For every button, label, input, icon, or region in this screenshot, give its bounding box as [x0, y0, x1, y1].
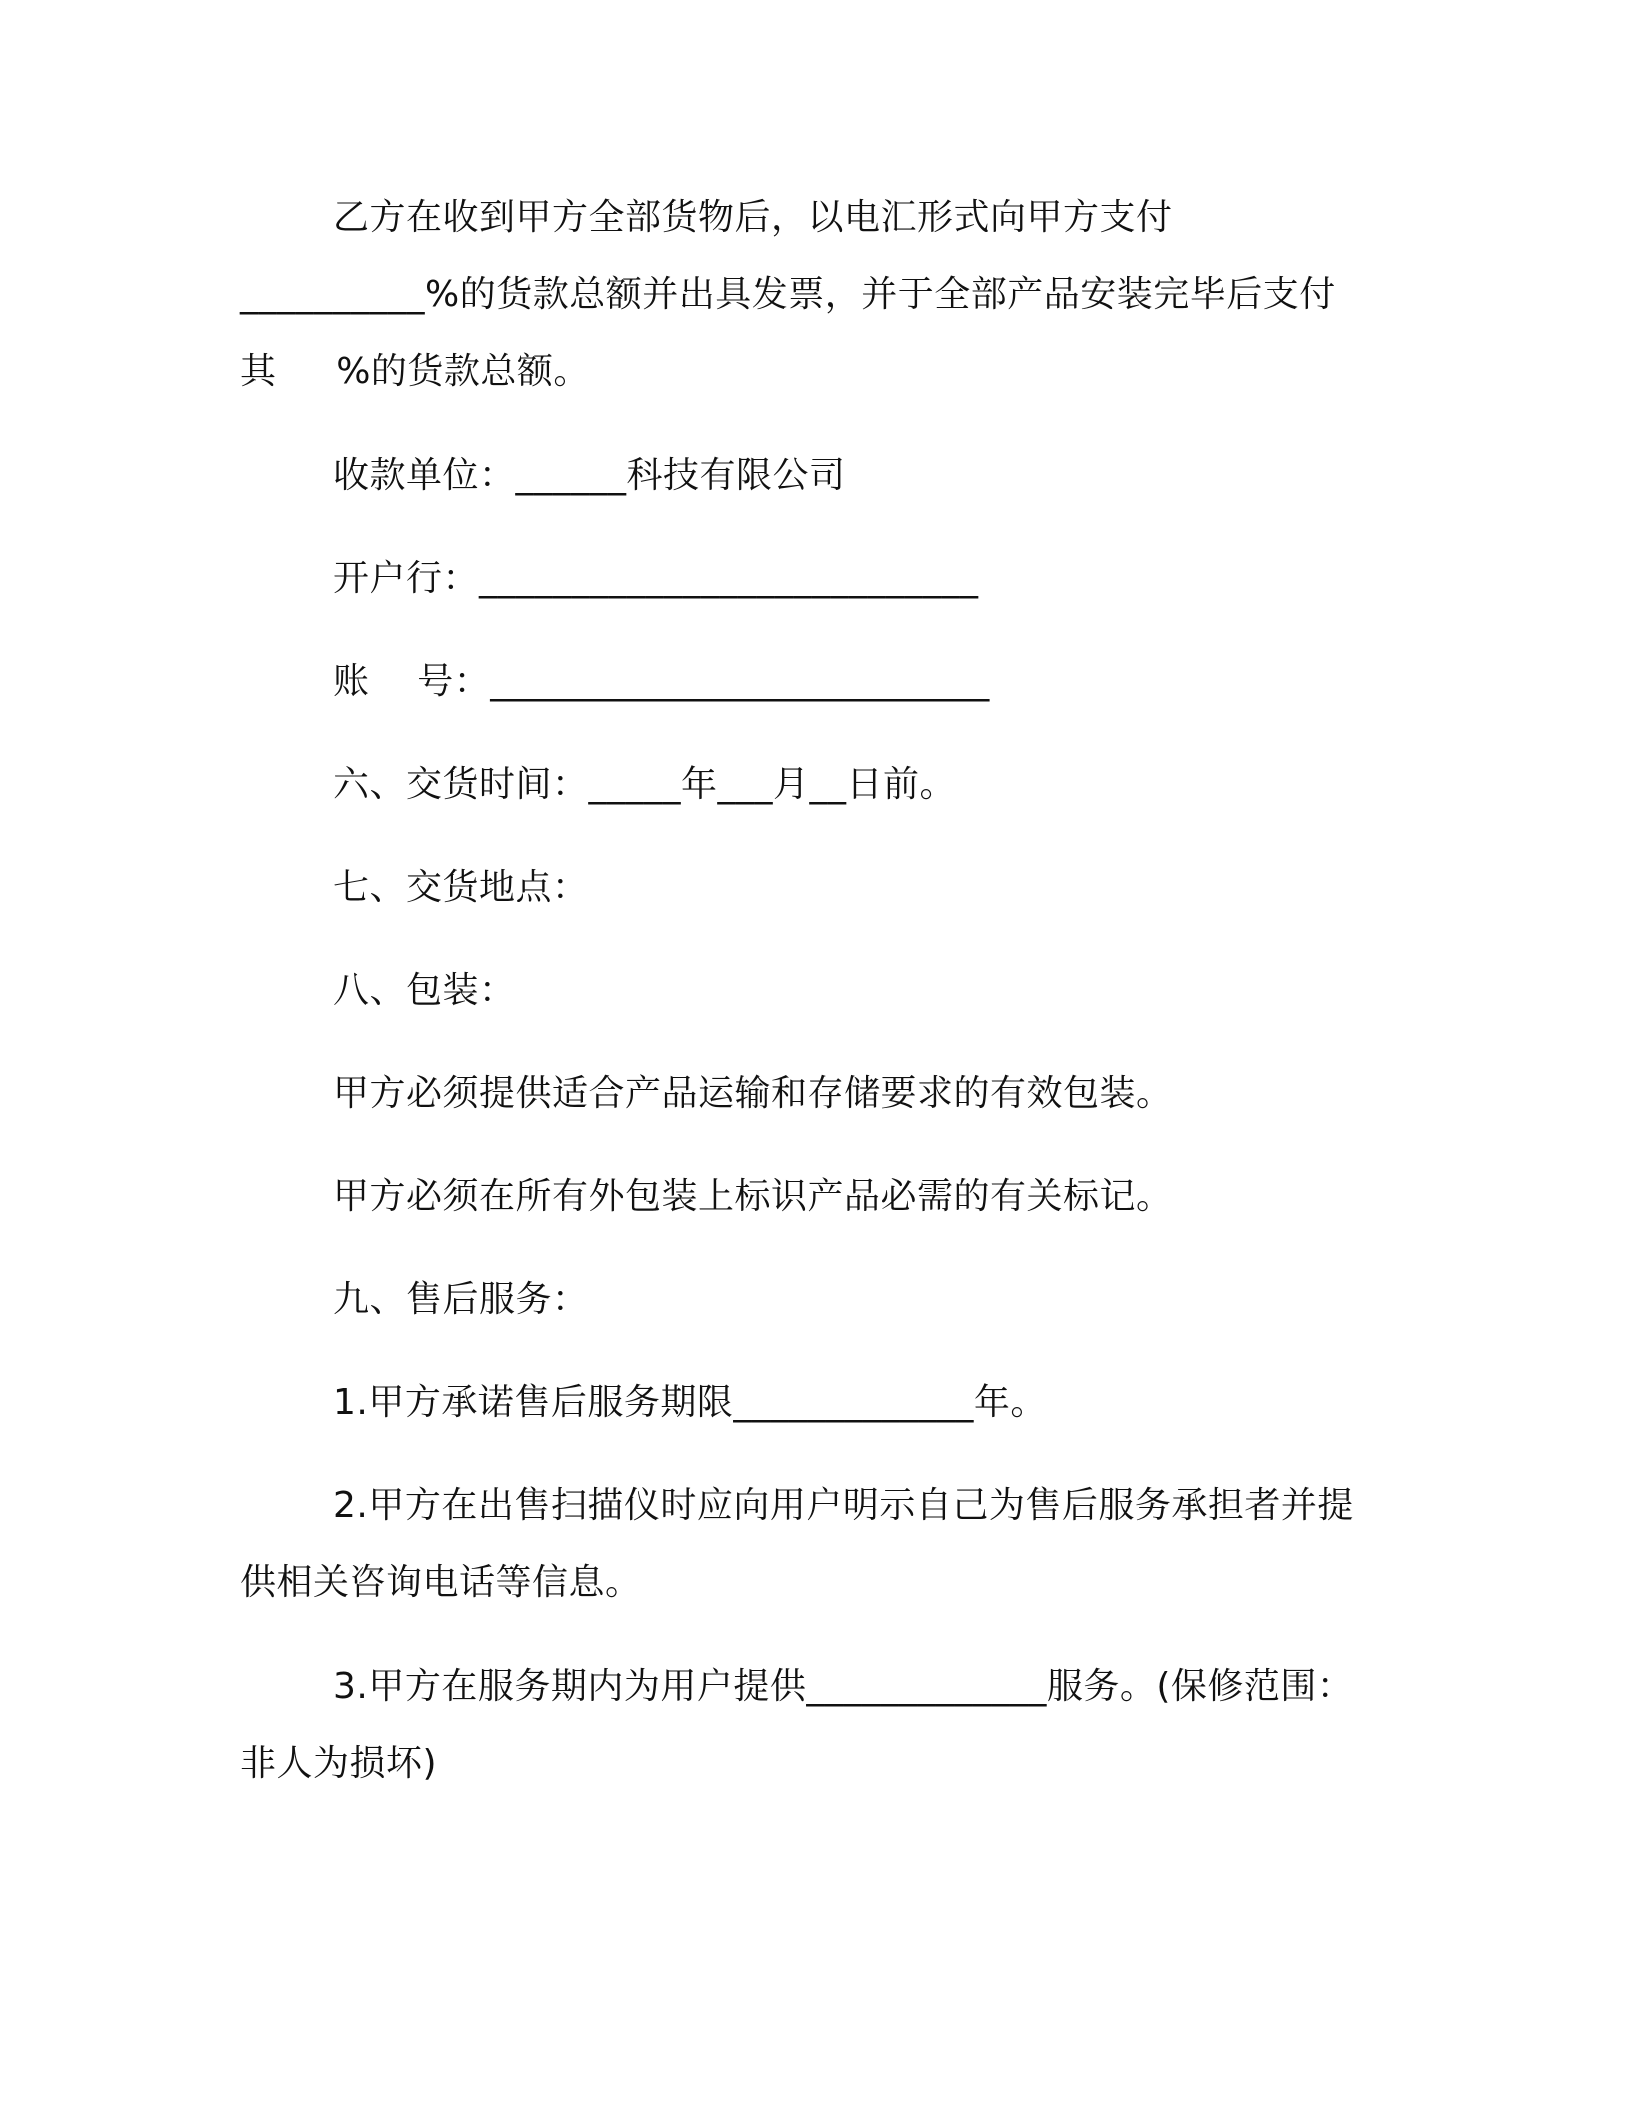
after-sales-clause-1: 1.甲方承诺售后服务期限_____________年。 [333, 1382, 1047, 1423]
payment-paragraph-line-2: __________%的货款总额并出具发票，并于全部产品安装完毕后支付 [240, 274, 1336, 315]
payee-unit-line: 收款单位：______科技有限公司 [333, 455, 846, 496]
packaging-clause-1: 甲方必须提供适合产品运输和存储要求的有效包装。 [333, 1073, 1173, 1114]
section-after-sales-heading: 九、售后服务： [333, 1279, 589, 1320]
packaging-clause-2: 甲方必须在所有外包装上标识产品必需的有关标记。 [333, 1176, 1173, 1217]
bank-line: 开户行：___________________________ [333, 558, 979, 599]
payment-paragraph-line-1: 乙方在收到甲方全部货物后，以电汇形式向甲方支付 [333, 197, 1173, 238]
after-sales-clause-3-line-2: 非人为损坏) [240, 1743, 438, 1784]
after-sales-clause-3-line-1: 3.甲方在服务期内为用户提供_____________服务。(保修范围： [333, 1666, 1354, 1707]
after-sales-clause-2-line-1: 2.甲方在出售扫描仪时应向用户明示自己为售后服务承担者并提 [333, 1485, 1354, 1526]
section-packaging-heading: 八、包装： [333, 970, 516, 1011]
after-sales-clause-2-line-2: 供相关咨询电话等信息。 [240, 1562, 642, 1603]
payment-paragraph-line-3: 其 %的货款总额。 [240, 351, 590, 392]
section-delivery-place: 七、交货地点： [333, 867, 589, 908]
section-delivery-time: 六、交货时间：_____年___月__日前。 [333, 764, 957, 805]
account-number-line: 账 号：___________________________ [333, 661, 990, 702]
